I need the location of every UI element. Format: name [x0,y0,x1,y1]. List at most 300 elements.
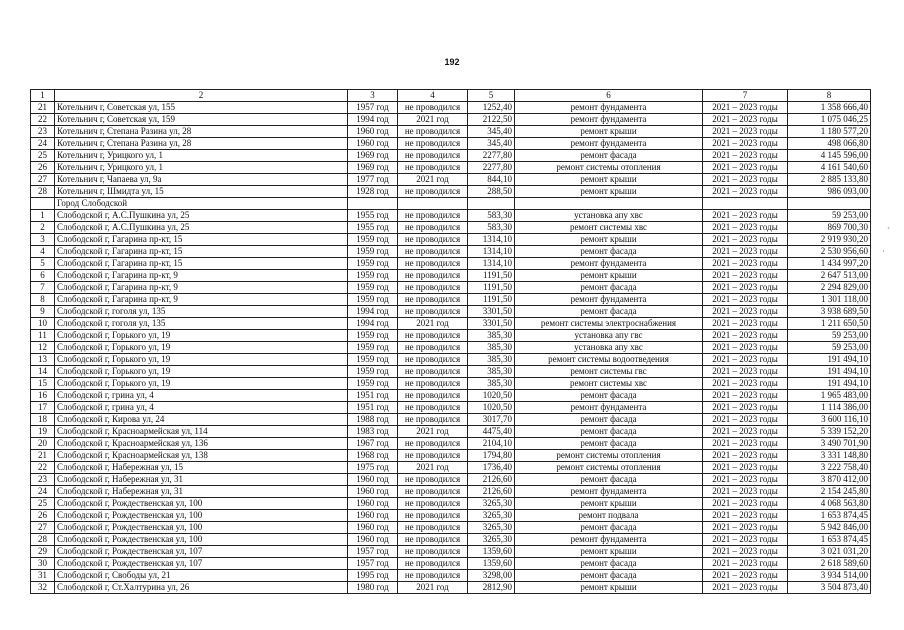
cell-row-number: 11 [31,330,55,342]
cell-row-number: 8 [31,294,55,306]
table-row [31,294,871,306]
cell-period: 2021 – 2023 годы [703,486,788,498]
cell-build-year: 1960 год [348,522,398,534]
cell-address: Слободской г, Кирова ул, 24 [55,414,348,426]
cell-area: 345,40 [468,126,515,138]
cell-address: Котельнич г, Советская ул, 155 [55,102,348,114]
cell-cost: 4 068 563,80 [788,498,871,510]
cell-build-year: 1955 год [348,222,398,234]
cell-work-type: ремонт системы гвс [515,366,703,378]
cell-address: Котельнич г, Шмидта ул, 15 [55,186,348,198]
cell-area: 2104,10 [468,438,515,450]
cell-build-year: 1959 год [348,354,398,366]
cell-area: 1314,10 [468,246,515,258]
cell-address: Слободской г, Горького ул, 19 [55,354,348,366]
cell-build-year: 1959 год [348,234,398,246]
cell-last-repair-year: 2021 год [398,318,468,330]
cell-last-repair-year: не проводился [398,282,468,294]
cell-address: Слободской г, Гагарина пр-кт, 9 [55,294,348,306]
table-row [31,426,871,438]
cell-work-type: установка апу хвс [515,210,703,222]
table-row [31,366,871,378]
cell-period: 2021 – 2023 годы [703,138,788,150]
cell-cost: 4 145 596,00 [788,150,871,162]
cell-area: 385,30 [468,342,515,354]
cell-period: 2021 – 2023 годы [703,126,788,138]
cell-cost: 2 618 589,60 [788,558,871,570]
cell-address: Слободской г, Набережная ул, 31 [55,474,348,486]
cell-area: 1191,50 [468,270,515,282]
cell-work-type: ремонт фундамента [515,486,703,498]
cell-area: 3265,30 [468,510,515,522]
table-row [31,378,871,390]
header-cell-area: 5 [468,90,515,102]
cell-build-year: 1959 год [348,366,398,378]
cell-area: 3265,30 [468,522,515,534]
cell-row-number: 22 [31,462,55,474]
cell-cost: 1 211 650,50 [788,318,871,330]
table-row [31,234,871,246]
cell-cost: 3 938 689,50 [788,306,871,318]
cell-area: 1359,60 [468,546,515,558]
cell-build-year: 1959 год [348,258,398,270]
cell-row-number: 18 [31,414,55,426]
repair-schedule-table [30,89,871,594]
cell-address: Котельнич г, Урицкого ул, 1 [55,162,348,174]
cell-work-type: ремонт подвала [515,510,703,522]
cell-build-year: 1959 год [348,378,398,390]
cell-build-year: 1959 год [348,330,398,342]
cell-row-number: 27 [31,174,55,186]
cell-address: Слободской г, Горького ул, 19 [55,378,348,390]
cell-work-type: установка апу хвс [515,342,703,354]
cell-build-year: 1928 год [348,186,398,198]
cell-work-type: ремонт фасада [515,282,703,294]
header-cell-row-number: 1 [31,90,55,102]
cell-work-type: ремонт крыши [515,234,703,246]
cell-address: Слободской г, Рождественская ул, 100 [55,510,348,522]
cell-area: 1191,50 [468,294,515,306]
cell-build-year: 1969 год [348,162,398,174]
cell-cost: 59 253,00 [788,210,871,222]
cell-period: 2021 – 2023 годы [703,270,788,282]
scan-mark: · [882,246,885,256]
cell-cost: 4 161 540,60 [788,162,871,174]
cell-address: Котельнич г, Урицкого ул, 1 [55,150,348,162]
cell-cost: 3 870 412,00 [788,474,871,486]
cell-cost: 1 434 997,20 [788,258,871,270]
cell-build-year: 1959 год [348,342,398,354]
cell-last-repair-year: не проводился [398,270,468,282]
header-cell-cost: 8 [788,90,871,102]
cell-row-number: 28 [31,534,55,546]
cell-row-number: 28 [31,186,55,198]
cell-cost: 3 934 514,00 [788,570,871,582]
cell-row-number: 2 [31,222,55,234]
cell-period: 2021 – 2023 годы [703,474,788,486]
table-row [31,354,871,366]
cell-build-year: 1959 год [348,270,398,282]
cell-period: 2021 – 2023 годы [703,438,788,450]
cell-cost: 191 494,10 [788,354,871,366]
cell-period: 2021 – 2023 годы [703,366,788,378]
cell-build-year: 1959 год [348,294,398,306]
cell-work-type: ремонт фасада [515,438,703,450]
table-row [31,330,871,342]
cell-address: Слободской г, Рождественская ул, 100 [55,522,348,534]
cell-build-year: 1955 год [348,210,398,222]
cell-period: 2021 – 2023 годы [703,318,788,330]
cell-period: 2021 – 2023 годы [703,498,788,510]
cell-cost: 2 294 829,00 [788,282,871,294]
cell-build-year: 1977 год [348,174,398,186]
cell-period: 2021 – 2023 годы [703,390,788,402]
table-row [31,438,871,450]
table-row [31,570,871,582]
table-row [31,174,871,186]
cell-row-number: 4 [31,246,55,258]
cell-build-year: 1960 год [348,510,398,522]
cell-cost: 191 494,10 [788,378,871,390]
cell-work-type: ремонт фундамента [515,102,703,114]
cell-address: Слободской г, Набережная ул, 15 [55,462,348,474]
cell-period: 2021 – 2023 годы [703,222,788,234]
cell-row-number: 15 [31,378,55,390]
cell-area: 2277,80 [468,150,515,162]
section-row [31,198,871,210]
cell-work-type: ремонт фасада [515,414,703,426]
cell-address: Слободской г, Рождественская ул, 100 [55,498,348,510]
table-row [31,126,871,138]
cell-cost: 2 530 956,60 [788,246,871,258]
cell-area: 3298,00 [468,570,515,582]
cell-area: 1191,50 [468,282,515,294]
table-row [31,486,871,498]
table-row [31,534,871,546]
table-row [31,390,871,402]
cell-period: 2021 – 2023 годы [703,246,788,258]
cell-area: 1359,60 [468,558,515,570]
cell-last-repair-year: не проводился [398,534,468,546]
cell-cost: 5 942 846,00 [788,522,871,534]
cell-cost: 1 180 577,20 [788,126,871,138]
table-row [31,162,871,174]
cell-cost: 2 919 930,20 [788,234,871,246]
cell-work-type: ремонт системы отопления [515,162,703,174]
cell-build-year: 1968 год [348,450,398,462]
cell-last-repair-year: не проводился [398,150,468,162]
cell-work-type: ремонт фундамента [515,402,703,414]
cell-area: 385,30 [468,366,515,378]
cell-area: 3265,30 [468,534,515,546]
header-row [31,90,871,102]
header-cell-build-year: 3 [348,90,398,102]
cell-build-year: 1960 год [348,534,398,546]
cell-area: 2812,90 [468,582,515,594]
cell-work-type: ремонт крыши [515,546,703,558]
cell-last-repair-year: не проводился [398,222,468,234]
cell-row-number: 21 [31,450,55,462]
table-row [31,222,871,234]
table-row [31,414,871,426]
cell-work-type: ремонт фасада [515,474,703,486]
table-row [31,522,871,534]
cell-area: 1020,50 [468,390,515,402]
cell-work-type: ремонт системы хвс [515,378,703,390]
cell-cost: 3 021 031,20 [788,546,871,558]
cell-address: Слободской г, Свободы ул, 21 [55,570,348,582]
cell-last-repair-year: 2021 год [398,582,468,594]
cell-area: 385,30 [468,330,515,342]
cell-work-type: ремонт фасада [515,522,703,534]
table-row [31,342,871,354]
cell-cost: 1 075 046,25 [788,114,871,126]
cell-cost: 869 700,30 [788,222,871,234]
cell-last-repair-year: не проводился [398,102,468,114]
cell-period: 2021 – 2023 годы [703,186,788,198]
cell-address: Слободской г, Красноармейская ул, 138 [55,450,348,462]
table-row [31,306,871,318]
cell-work-type: ремонт фундамента [515,294,703,306]
cell-period: 2021 – 2023 годы [703,354,788,366]
section-title: Город Слободской [55,198,348,210]
cell-last-repair-year: не проводился [398,474,468,486]
cell-last-repair-year: не проводился [398,522,468,534]
table-row [31,462,871,474]
cell-address: Слободской г, грина ул, 4 [55,402,348,414]
cell-row-number: 20 [31,438,55,450]
cell-row-number: 24 [31,486,55,498]
table-row [31,186,871,198]
cell-cost: 2 154 245,80 [788,486,871,498]
cell-row-number: 19 [31,426,55,438]
cell-build-year: 1951 год [348,402,398,414]
cell-period: 2021 – 2023 годы [703,402,788,414]
cell-address: Слободской г, Красноармейская ул, 114 [55,426,348,438]
cell-row-number: 26 [31,510,55,522]
cell-last-repair-year: не проводился [398,558,468,570]
cell-last-repair-year: не проводился [398,378,468,390]
cell-build-year: 1980 год [348,582,398,594]
cell-last-repair-year: не проводился [398,450,468,462]
cell-row-number: 21 [31,102,55,114]
cell-last-repair-year: 2021 год [398,174,468,186]
cell-cost: 3 504 873,40 [788,582,871,594]
cell-period: 2021 – 2023 годы [703,174,788,186]
cell-area: 1314,10 [468,234,515,246]
cell-period: 2021 – 2023 годы [703,294,788,306]
cell-period: 2021 – 2023 годы [703,282,788,294]
cell-row-number: 26 [31,162,55,174]
cell-area: 2126,60 [468,474,515,486]
cell-work-type: установка апу гвс [515,330,703,342]
cell-cost: 5 339 152,20 [788,426,871,438]
table-row [31,474,871,486]
cell-cost: 1 358 666,40 [788,102,871,114]
cell-period: 2021 – 2023 годы [703,462,788,474]
cell-address: Слободской г, Красноармейская ул, 136 [55,438,348,450]
cell-period: 2021 – 2023 годы [703,570,788,582]
cell-work-type: ремонт фасада [515,426,703,438]
cell-row-number: 17 [31,402,55,414]
cell-work-type: ремонт фасада [515,570,703,582]
cell-last-repair-year: не проводился [398,390,468,402]
cell-address: Слободской г, Рождественская ул, 100 [55,534,348,546]
cell-period: 2021 – 2023 годы [703,258,788,270]
cell-last-repair-year: не проводился [398,438,468,450]
cell-cost: 3 331 148,80 [788,450,871,462]
cell-address: Слободской г, Гагарина пр-кт, 15 [55,258,348,270]
cell-area: 3301,50 [468,318,515,330]
cell-work-type: ремонт крыши [515,174,703,186]
cell-last-repair-year: не проводился [398,330,468,342]
cell-row-number: 10 [31,318,55,330]
cell-build-year: 1959 год [348,246,398,258]
cell-cost: 498 066,80 [788,138,871,150]
cell-build-year: 1957 год [348,558,398,570]
cell-area: 2122,50 [468,114,515,126]
cell-work-type: ремонт фундамента [515,138,703,150]
cell-row-number: 9 [31,306,55,318]
header-cell-period: 7 [703,90,788,102]
cell-area: 3017,70 [468,414,515,426]
cell-area: 3265,30 [468,498,515,510]
cell-last-repair-year: не проводился [398,366,468,378]
cell-last-repair-year: не проводился [398,258,468,270]
cell-build-year: 1951 год [348,390,398,402]
cell-area: 288,50 [468,186,515,198]
section-empty-cell [703,198,788,210]
cell-area: 2126,60 [468,486,515,498]
cell-work-type: ремонт крыши [515,498,703,510]
cell-address: Котельнич г, Степана Разина ул, 28 [55,126,348,138]
scan-mark: ˊ [887,226,890,236]
cell-work-type: ремонт фасада [515,150,703,162]
cell-work-type: ремонт фундамента [515,114,703,126]
cell-address: Слободской г, Гагарина пр-кт, 9 [55,282,348,294]
cell-row-number: 25 [31,498,55,510]
cell-period: 2021 – 2023 годы [703,510,788,522]
cell-address: Слободской г, Гагарина пр-кт, 15 [55,234,348,246]
cell-last-repair-year: не проводился [398,294,468,306]
cell-address: Слободской г, Гагарина пр-кт, 9 [55,270,348,282]
cell-work-type: ремонт фундамента [515,258,703,270]
cell-cost: 59 253,00 [788,342,871,354]
cell-build-year: 1995 год [348,570,398,582]
cell-build-year: 1975 год [348,462,398,474]
cell-area: 2277,80 [468,162,515,174]
cell-last-repair-year: 2021 год [398,114,468,126]
cell-area: 385,30 [468,378,515,390]
cell-address: Котельнич г, Степана Разина ул, 28 [55,138,348,150]
cell-last-repair-year: не проводился [398,546,468,558]
cell-build-year: 1960 год [348,138,398,150]
table-row [31,450,871,462]
cell-row-number: 12 [31,342,55,354]
cell-period: 2021 – 2023 годы [703,330,788,342]
cell-row-number: 1 [31,210,55,222]
cell-build-year: 1960 год [348,126,398,138]
cell-row-number: 31 [31,570,55,582]
table-row [31,318,871,330]
cell-area: 1314,10 [468,258,515,270]
cell-row-number: 6 [31,270,55,282]
table-row [31,270,871,282]
cell-area: 3301,50 [468,306,515,318]
cell-period: 2021 – 2023 годы [703,210,788,222]
cell-address: Слободской г, грина ул, 4 [55,390,348,402]
cell-period: 2021 – 2023 годы [703,426,788,438]
cell-cost: 191 494,10 [788,366,871,378]
cell-area: 385,30 [468,354,515,366]
cell-row-number: 7 [31,282,55,294]
cell-row-number: 14 [31,366,55,378]
table-row [31,114,871,126]
cell-work-type: ремонт фасада [515,558,703,570]
cell-build-year: 1994 год [348,318,398,330]
cell-cost: 3 600 116,10 [788,414,871,426]
cell-row-number: 13 [31,354,55,366]
cell-period: 2021 – 2023 годы [703,414,788,426]
cell-build-year: 1960 год [348,498,398,510]
cell-last-repair-year: не проводился [398,342,468,354]
table-row [31,582,871,594]
cell-area: 844,10 [468,174,515,186]
cell-period: 2021 – 2023 годы [703,534,788,546]
cell-address: Слободской г, Ст.Халтурина ул, 26 [55,582,348,594]
cell-address: Слободской г, Горького ул, 19 [55,366,348,378]
cell-address: Слободской г, гоголя ул, 135 [55,318,348,330]
cell-cost: 986 093,00 [788,186,871,198]
cell-area: 583,30 [468,222,515,234]
cell-period: 2021 – 2023 годы [703,150,788,162]
cell-row-number: 30 [31,558,55,570]
cell-work-type: ремонт крыши [515,126,703,138]
cell-period: 2021 – 2023 годы [703,306,788,318]
cell-work-type: ремонт крыши [515,582,703,594]
cell-work-type: ремонт системы отопления [515,462,703,474]
cell-last-repair-year: не проводился [398,498,468,510]
cell-last-repair-year: не проводился [398,234,468,246]
cell-last-repair-year: не проводился [398,402,468,414]
section-empty-cell [468,198,515,210]
table-row [31,210,871,222]
cell-last-repair-year: 2021 год [398,426,468,438]
cell-last-repair-year: не проводился [398,570,468,582]
cell-row-number: 23 [31,126,55,138]
cell-build-year: 1957 год [348,102,398,114]
cell-row-number: 16 [31,390,55,402]
cell-period: 2021 – 2023 годы [703,522,788,534]
table-row [31,546,871,558]
cell-row-number: 22 [31,114,55,126]
table-row [31,282,871,294]
cell-last-repair-year: не проводился [398,414,468,426]
table-row [31,246,871,258]
cell-address: Слободской г, Горького ул, 19 [55,342,348,354]
cell-area: 583,30 [468,210,515,222]
header-cell-work-type: 6 [515,90,703,102]
cell-last-repair-year: 2021 год [398,462,468,474]
cell-work-type: ремонт крыши [515,186,703,198]
cell-period: 2021 – 2023 годы [703,378,788,390]
cell-cost: 59 253,00 [788,330,871,342]
cell-row-number: 32 [31,582,55,594]
cell-area: 1794,80 [468,450,515,462]
table-row [31,150,871,162]
cell-last-repair-year: не проводился [398,354,468,366]
cell-work-type: ремонт системы хвс [515,222,703,234]
